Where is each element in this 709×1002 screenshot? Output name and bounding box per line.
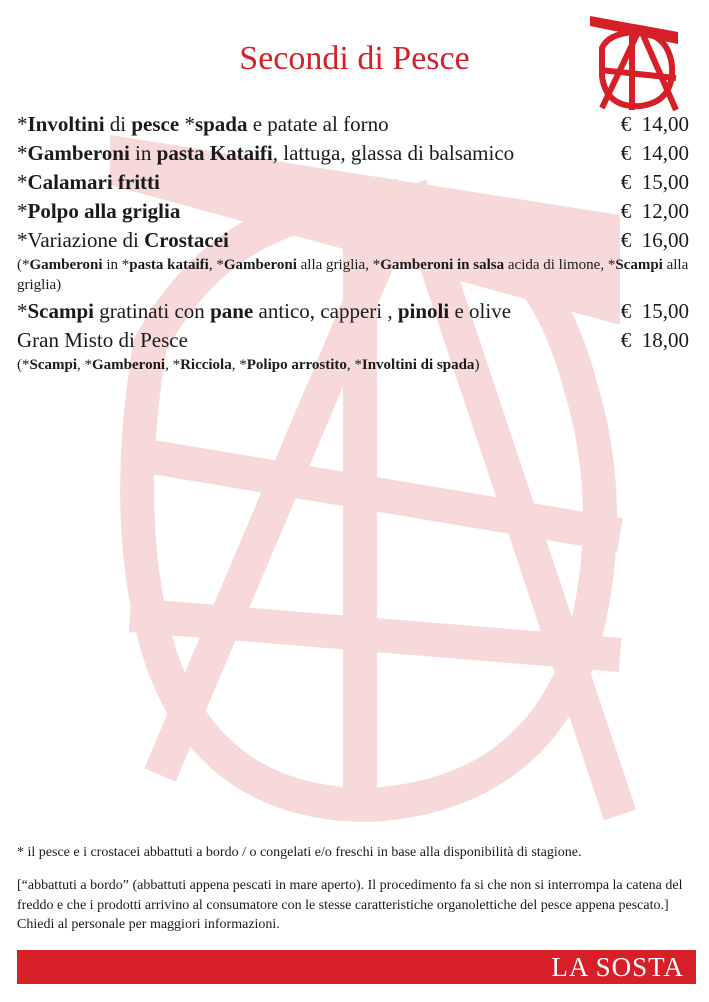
menu-item-price: € 18,00 (620, 328, 689, 352)
menu-item-note: (*Gamberoni in *pasta kataifi, *Gamberoni alla griglia, *Gamberoni in salsa acida di limone, *Scampi alla griglia) (17, 257, 689, 293)
menu-item (17, 297, 689, 326)
menu-item (17, 139, 689, 168)
footnote: * il pesce e i crostacei abbattuti a bordo / o congelati e/o freschi in base alla disponibilità di stagione. (17, 845, 582, 860)
menu-item-name: *Gamberoni in pasta Kataifi, lattuga, glassa di balsamico (17, 141, 515, 165)
info-line: Chiedi al personale per maggiori informazioni. (17, 917, 280, 932)
footer-bar (17, 950, 696, 984)
menu-item-name: *Variazione di Crostacei (17, 228, 229, 252)
menu-item-name: *Calamari fritti (17, 170, 160, 194)
menu-item-note: (*Scampi, *Gamberoni, *Ricciola, *Polipo arrostito, *Involtini di spada) (17, 357, 480, 373)
menu-list (17, 110, 689, 377)
menu-item (17, 326, 689, 375)
info-text (17, 876, 697, 935)
menu-item-price: € 16,00 (620, 228, 689, 252)
menu-item (17, 197, 689, 226)
menu-item-price: € 15,00 (620, 299, 689, 323)
menu-item-price: € 14,00 (620, 141, 689, 165)
menu-item-name: Gran Misto di Pesce (17, 328, 188, 352)
menu-item-name: *Involtini di pesce *spada e patate al forno (17, 112, 389, 136)
info-line: freddo e che i prodotti arrivino al consumatore con le stesse caratteristiche organolettiche del pesce appena pescato.] (17, 897, 669, 913)
menu-item-price: € 14,00 (620, 112, 689, 136)
menu-item-name: *Scampi gratinati con pane antico, capperi , pinoli e olive (17, 299, 512, 323)
brand-name: LA SOSTA (551, 952, 684, 982)
info-line: [“abbattuti a bordo” (abbattuti appena pescati in mare aperto). Il procedimento fa si che non si interrompa la catena del (17, 878, 683, 893)
menu-item-price: € 12,00 (620, 199, 689, 223)
menu-item (17, 226, 689, 295)
menu-item-name: *Polpo alla griglia (17, 199, 181, 223)
menu-item (17, 110, 689, 139)
menu-item (17, 168, 689, 197)
page-title: Secondi di Pesce (239, 40, 470, 77)
menu-item-price: € 15,00 (620, 170, 689, 194)
